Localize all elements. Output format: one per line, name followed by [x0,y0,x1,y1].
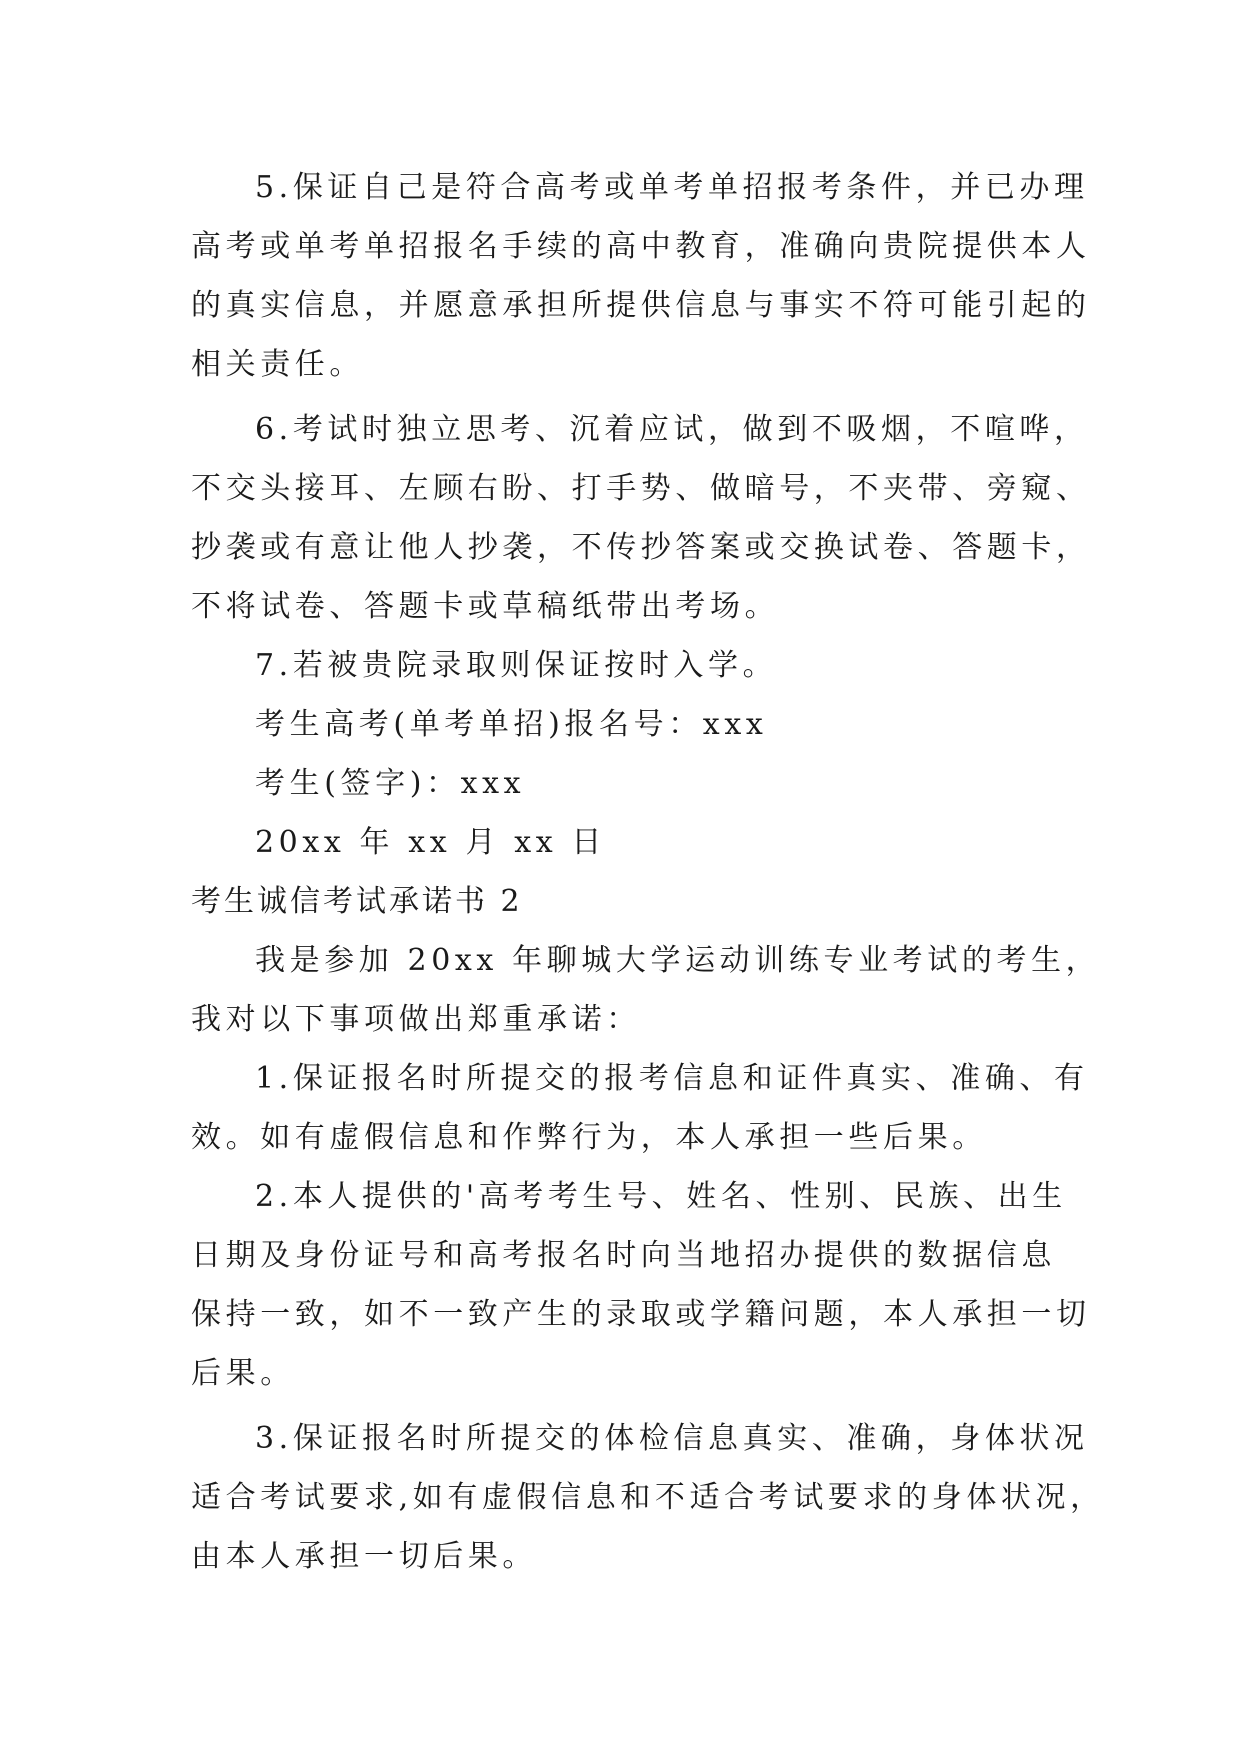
paragraph-5-line-4: 相关责任。 [191,347,364,382]
item-1-line-1: 1.保证报名时所提交的报考信息和证件真实、准确、有 [255,1061,1089,1096]
intro-line-1: 我是参加 20xx 年聊城大学运动训练专业考试的考生， [255,943,1101,978]
item-2-line-2: 日期及身份证号和高考报名时向当地招办提供的数据信息 [191,1238,1056,1273]
item-3-line-3: 由本人承担一切后果。 [191,1539,537,1574]
section-title: 考生诚信考试承诺书 2 [191,884,523,919]
paragraph-6-line-4: 不将试卷、答题卡或草稿纸带出考场。 [191,589,780,624]
signature-line: 考生(签字)：xxx [255,766,526,801]
document-page [191,158,1105,1586]
paragraph-6-line-1: 6.考试时独立思考、沉着应试，做到不吸烟，不喧哗， [255,412,1089,447]
paragraph-6-line-3: 抄袭或有意让他人抄袭，不传抄答案或交换试卷、答题卡， [191,530,1091,565]
item-2-line-3: 保持一致，如不一致产生的录取或学籍问题，本人承担一切 [191,1297,1091,1332]
registration-number: 考生高考(单考单招)报名号：xxx [255,707,768,742]
item-1-line-2: 效。如有虚假信息和作弊行为，本人承担一些后果。 [191,1120,987,1155]
item-2-line-1: 2.本人提供的'高考考生号、姓名、性别、民族、出生 [255,1179,1067,1214]
item-3-line-1: 3.保证报名时所提交的体检信息真实、准确，身体状况 [255,1421,1089,1456]
paragraph-5-line-1: 5.保证自己是符合高考或单考单招报考条件，并已办理 [255,170,1089,205]
item-2-line-4: 后果。 [191,1356,295,1391]
date-line: 20xx 年 xx 月 xx 日 [255,825,606,860]
paragraph-6-line-2: 不交头接耳、左顾右盼、打手势、做暗号，不夹带、旁窥、 [191,471,1091,506]
intro-line-2: 我对以下事项做出郑重承诺： [191,1002,641,1037]
item-3-line-2: 适合考试要求,如有虚假信息和不适合考试要求的身体状况， [191,1480,1105,1515]
paragraph-7: 7.若被贵院录取则保证按时入学。 [255,648,778,683]
paragraph-5-line-2: 高考或单考单招报名手续的高中教育，准确向贵院提供本人 [191,229,1091,264]
paragraph-5-line-3: 的真实信息，并愿意承担所提供信息与事实不符可能引起的 [191,288,1091,323]
